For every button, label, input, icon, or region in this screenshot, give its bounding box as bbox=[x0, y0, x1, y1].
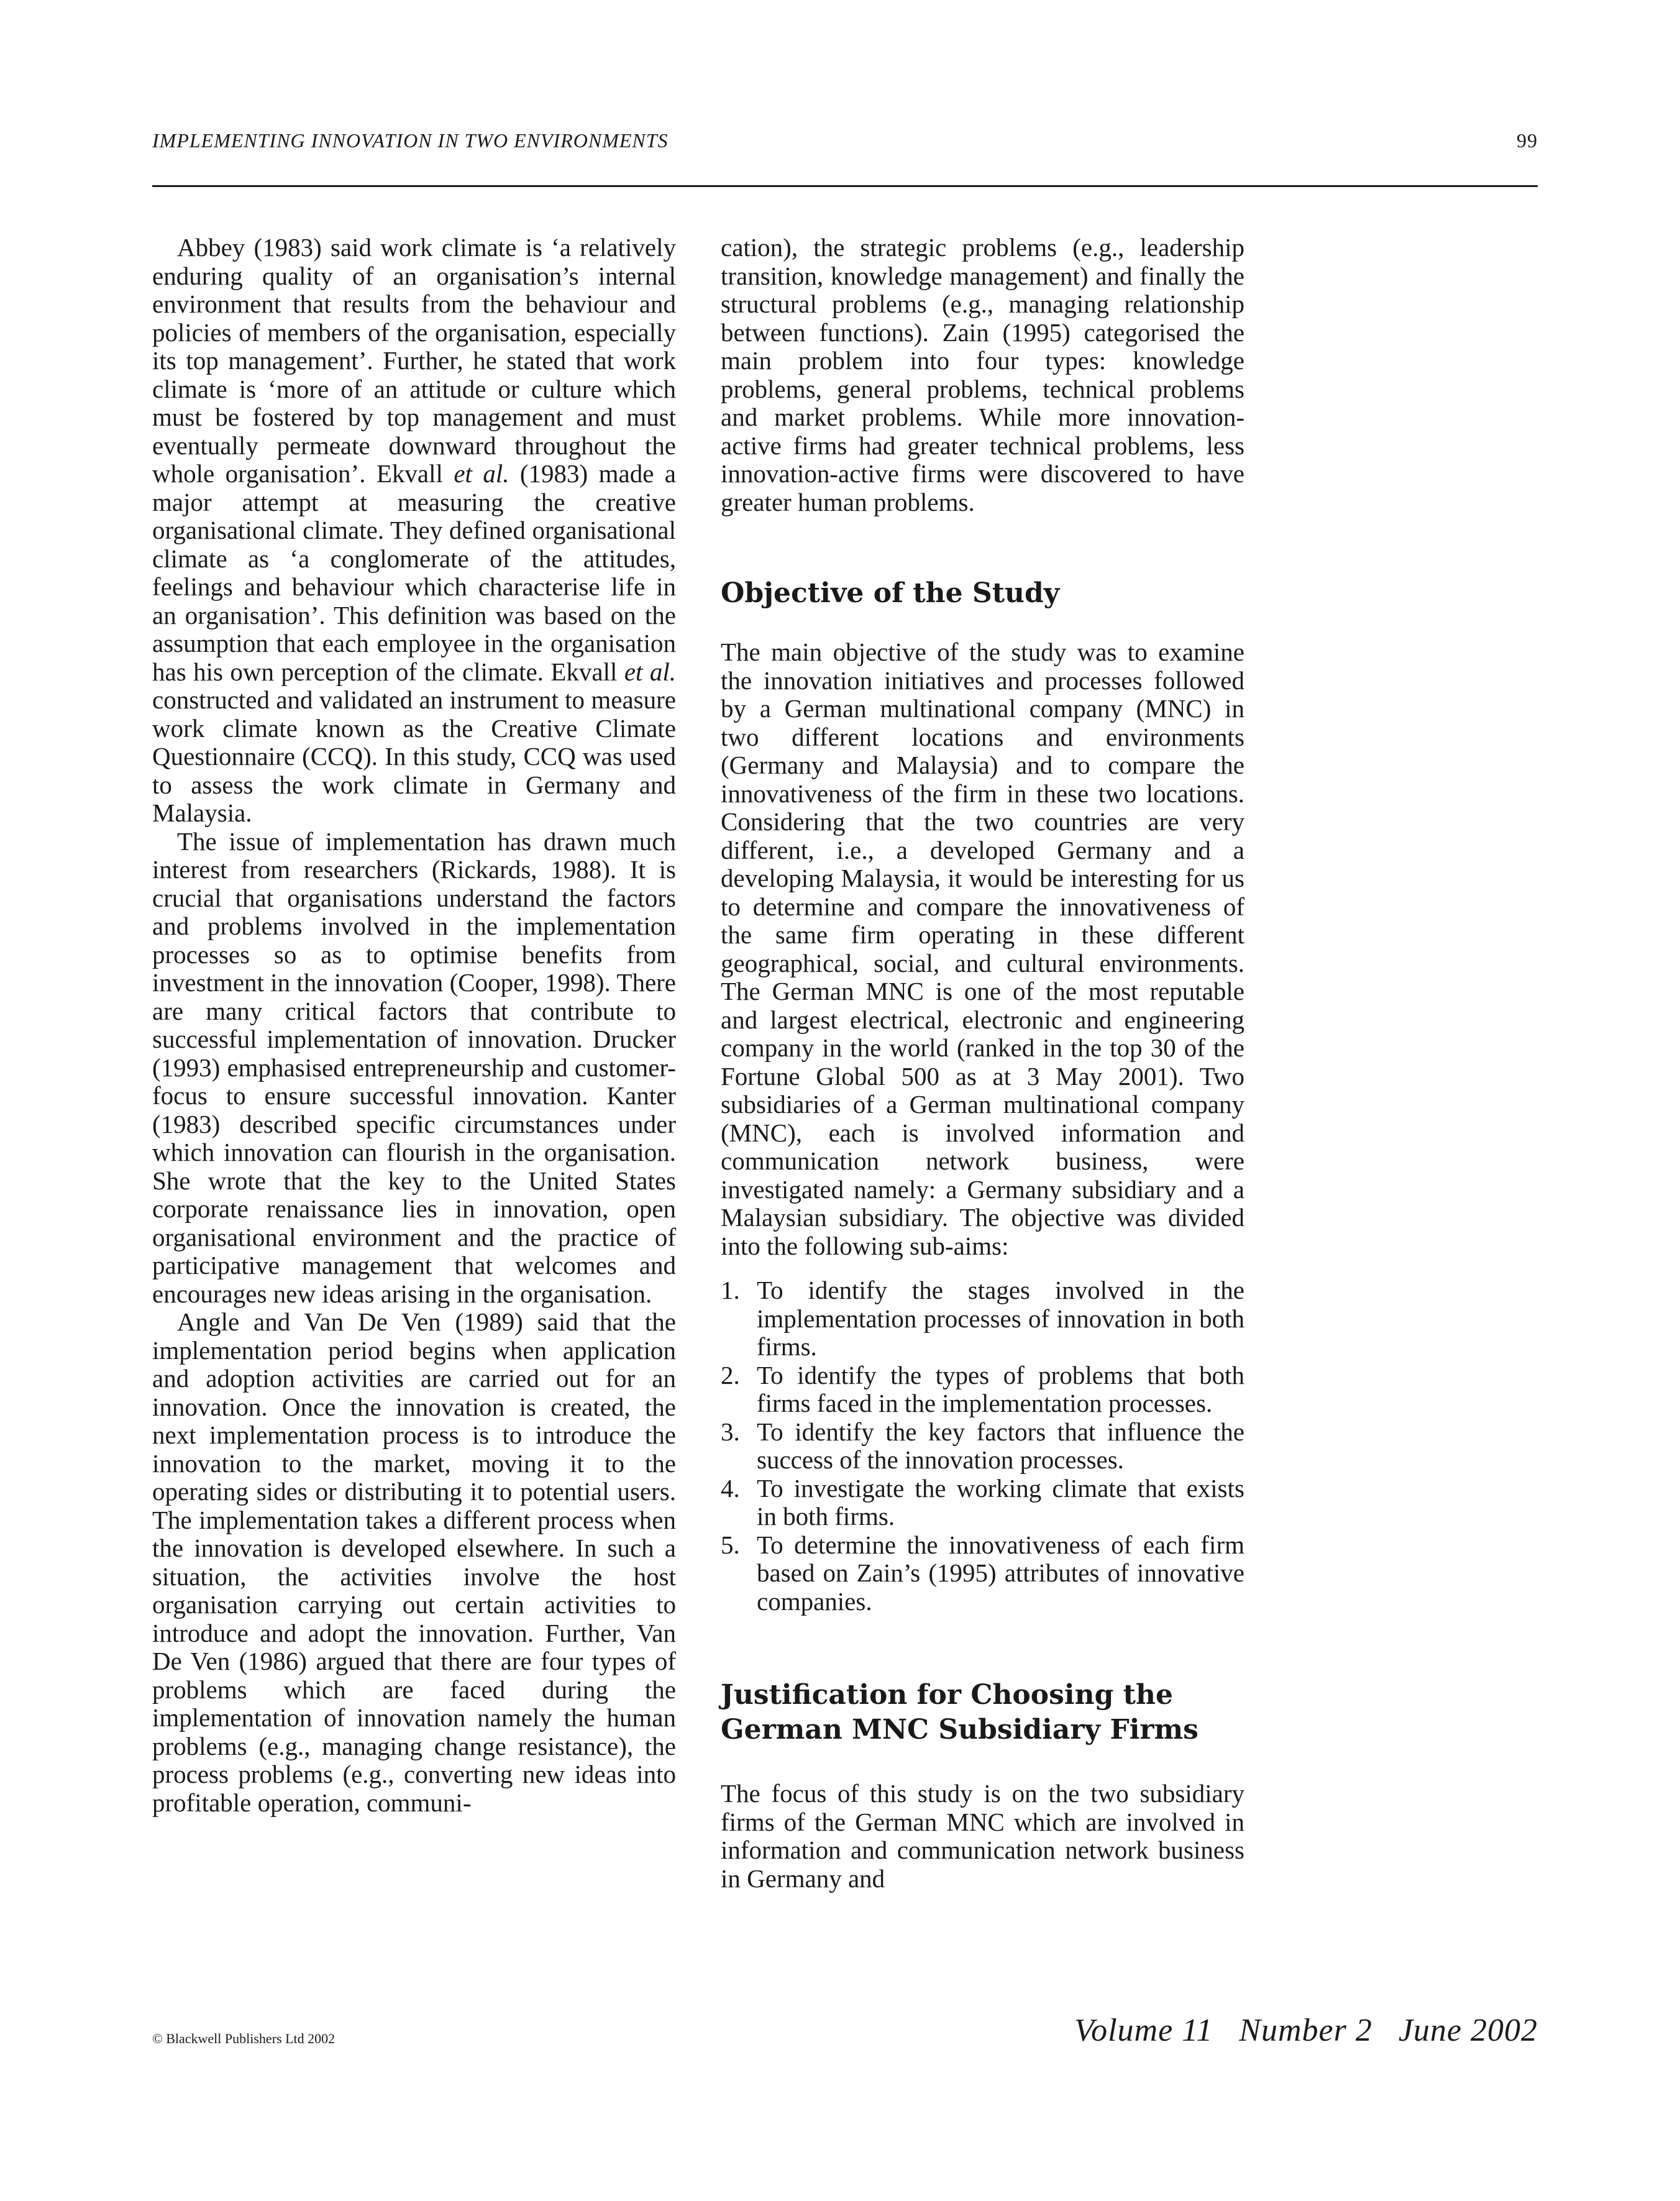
heading-line: Justification for Choosing the bbox=[721, 1679, 1173, 1711]
list-text: To identify the stages involved in the implementation processes of innovation in both firms. bbox=[757, 1276, 1244, 1361]
paragraph-continued: cation), the strategic problems (e.g., leadership transition, knowledge management) and finally the structural problems (e.g., managing relationship between functions). Zain (1995) categorised the main problem into four types: knowledge problems, general problems, technical problems and market problems. While more innovation-active firms had greater technical problems, less innovation-active firms were discovered to have greater human problems. bbox=[721, 233, 1244, 516]
copyright-notice: © Blackwell Publishers Ltd 2002 bbox=[152, 2031, 336, 2046]
paragraph-work-climate bbox=[152, 234, 676, 828]
paragraph-implementation-period: Angle and Van De Ven (1989) said that the implementation period begins when application and adoption activities are carried out for an innovation. Once the innovation is created, the next implementation process is to introduce the innovation to the market, moving it to the operating sides or distributing it to potential users. The implementation takes a different process when the innovation is developed elsewhere. In such a situation, the activities involve the host organisation carrying out certain activities to introduce and adopt the innovation. Further, Van De Ven (1986) argued that there are four types of problems which are faced during the implementation of innovation namely the human problems (e.g., managing change resistance), the process problems (e.g., converting new ideas into profitable operation, communi- bbox=[152, 1307, 676, 1817]
italic-et-al: et al. bbox=[624, 657, 676, 686]
list-number: 4. bbox=[721, 1473, 740, 1503]
list-item bbox=[721, 1531, 1244, 1616]
paragraph-implementation: The issue of implementation has drawn much interest from researchers (Rickards, 1988). It is crucial that organisations understand the factors and problems involved in the implementation processes so as to optimise benefits from investment in the innovation (Cooper, 1998). There are many critical factors that contribute to successful implementation of innovation. Drucker (1993) emphasised entrepreneurship and customer-focus to ensure successful innovation. Kanter (1983) described specific circumstances under which innovation can flourish in the organisation. She wrote that the key to the United States corporate renaissance lies in innovation, open organisational environment and the practice of participative management that welcomes and encourages new ideas arising in the organisation. bbox=[152, 826, 676, 1308]
list-item bbox=[721, 1418, 1244, 1475]
paragraph-text: (1983) made a major attempt at measuring the creative organisational climate. They defined organisational climate as ‘a conglomerate of the attitudes, feelings and behaviour which characterise life in an organisation’. This definition was based on the assumption that each employee in the organisation has his own perception of the climate. Ekvall bbox=[152, 459, 677, 686]
list-item bbox=[721, 1475, 1244, 1531]
list-text: To determine the innovativeness of each firm based on Zain’s (1995) attributes of innovative companies. bbox=[757, 1530, 1244, 1616]
list-number: 1. bbox=[721, 1276, 740, 1304]
list-text: To identify the types of problems that both firms faced in the implementation processes. bbox=[757, 1360, 1244, 1417]
paragraph-text: constructed and validated an instrument to measure work climate known as the Creative Climate Questionnaire (CCQ). In this study, CCQ was used to assess the work climate in Germany and Malaysia. bbox=[152, 685, 676, 827]
sub-aims-list bbox=[721, 1276, 1244, 1616]
running-header bbox=[152, 129, 1538, 152]
paragraph-objective: The main objective of the study was to examine the innovation initiatives and processes followed by a German multinational company (MNC) in two different locations and environments (Germany and Malaysia) and to compare the innovativeness of the firm in these two locations. Considering that the two countries are very different, i.e., a developed Germany and a developing Malaysia, it would be interesting for us to determine and compare the innovativeness of the same firm operating in these different geographical, social, and cultural environments. The German MNC is one of the most reputable and largest electrical, electronic and engineering company in the world (ranked in the top 30 of the Fortune Global 500 as at 3 May 2001). Two subsidiaries of a German multinational company (MNC), each is involved information and communication network business, were investigated namely: a Germany subsidiary and a Malaysian subsidiary. The objective was divided into the following sub-aims: bbox=[721, 638, 1244, 1260]
list-text: To identify the key factors that influence the success of the innovation processes. bbox=[757, 1417, 1244, 1474]
page-number: 99 bbox=[1517, 129, 1538, 152]
section-heading-justification bbox=[721, 1678, 1244, 1747]
list-number: 2. bbox=[721, 1360, 740, 1389]
journal-issue: Volume 11 Number 2 June 2002 bbox=[1074, 2013, 1538, 2048]
paragraph-justification: The focus of this study is on the two subsidiary firms of the German MNC which are involved in information and communication network business in Germany and bbox=[721, 1779, 1244, 1893]
list-number: 5. bbox=[721, 1530, 740, 1559]
list-item bbox=[721, 1361, 1244, 1418]
paragraph-text: Abbey (1983) said work climate is ‘a relatively enduring quality of an organisation’s internal environment that results from the behaviour and policies of members of the organisation, especially its top management’. Further, he stated that work climate is ‘more of an attitude or culture which must be fostered by top management and must eventually permeate downward throughout the whole organisation’. Ekvall bbox=[152, 233, 676, 488]
header-rule bbox=[152, 185, 1538, 187]
italic-et-al: et al. bbox=[454, 459, 509, 488]
right-column bbox=[721, 234, 1244, 1893]
list-number: 3. bbox=[721, 1417, 740, 1446]
running-title: IMPLEMENTING INNOVATION IN TWO ENVIRONMENTS bbox=[152, 129, 669, 152]
list-text: To investigate the working climate that exists in both firms. bbox=[757, 1473, 1244, 1531]
list-item bbox=[721, 1276, 1244, 1361]
left-column bbox=[152, 234, 676, 1817]
heading-line: German MNC Subsidiary Firms bbox=[721, 1714, 1198, 1746]
section-heading-objective: Objective of the Study bbox=[721, 577, 1060, 609]
